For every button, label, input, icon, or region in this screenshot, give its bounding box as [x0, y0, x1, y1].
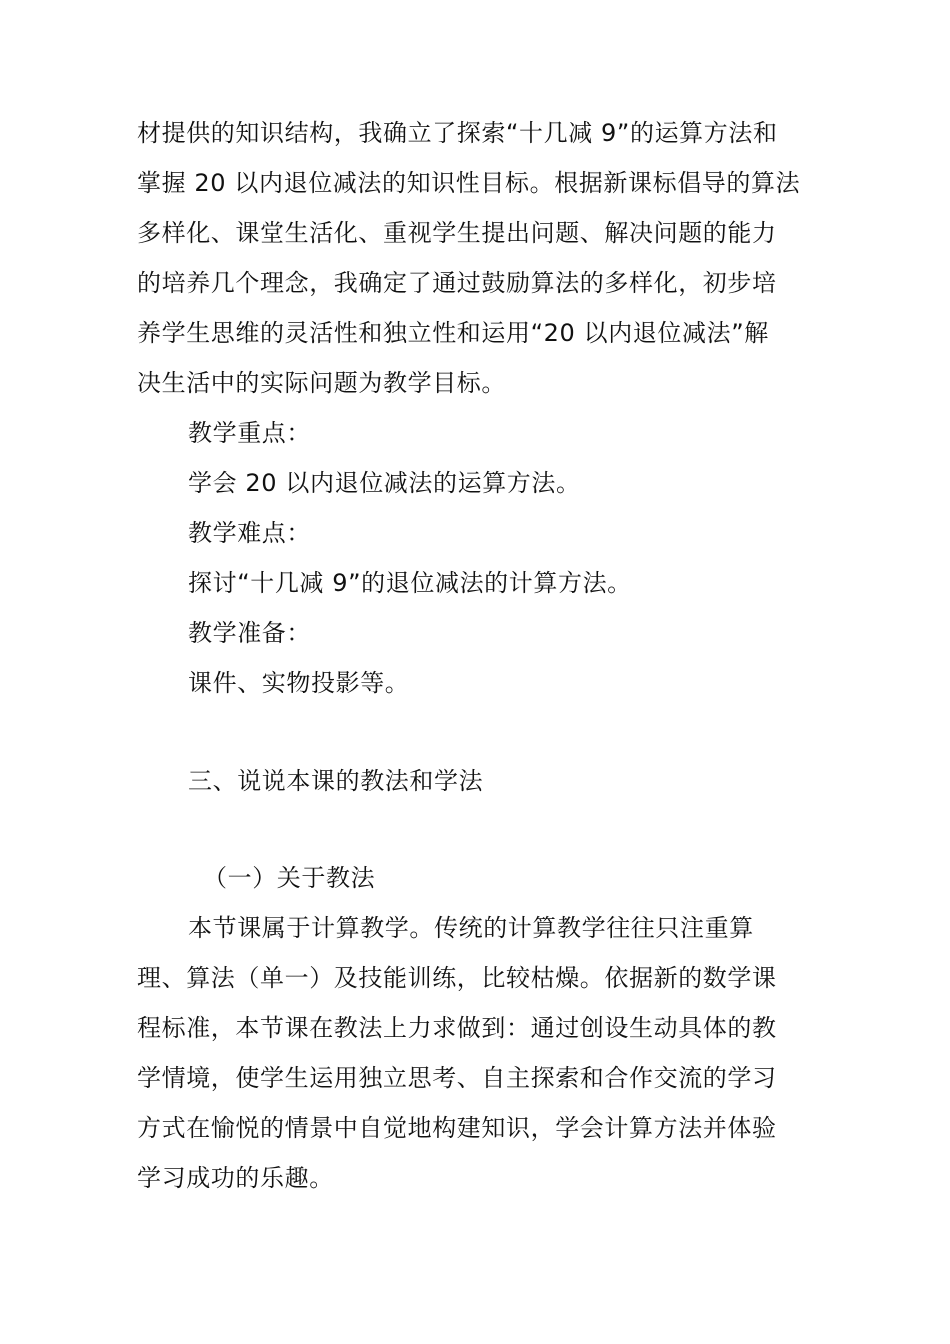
paragraph-line: 材提供的知识结构，我确立了探索“十几减 9”的运算方法和 — [137, 119, 778, 147]
key-point-content: 学会 20 以内退位减法的运算方法。 — [188, 469, 581, 497]
section-title: 三、说说本课的教法和学法 — [188, 767, 484, 795]
paragraph-line: 掌握 20 以内退位减法的知识性目标。根据新课标倡导的算法 — [137, 169, 801, 197]
paragraph-line: 学习成功的乐趣。 — [137, 1164, 334, 1192]
paragraph-line: 理、算法（单一）及技能训练，比较枯燥。依据新的数学课 — [137, 964, 777, 992]
paragraph-line: 本节课属于计算教学。传统的计算教学往往只注重算 — [188, 914, 754, 942]
key-point-heading: 教学重点： — [188, 419, 311, 447]
paragraph-line: 养学生思维的灵活性和独立性和运用“20 以内退位减法”解 — [137, 319, 769, 347]
preparation-content: 课件、实物投影等。 — [188, 669, 410, 697]
preparation-heading: 教学准备： — [188, 619, 311, 647]
paragraph-line: 的培养几个理念，我确定了通过鼓励算法的多样化，初步培 — [137, 269, 777, 297]
paragraph-line: 方式在愉悦的情景中自觉地构建知识，学会计算方法并体验 — [137, 1114, 777, 1142]
difficulty-content: 探讨“十几减 9”的退位减法的计算方法。 — [188, 569, 632, 597]
paragraph-line: 多样化、课堂生活化、重视学生提出问题、解决问题的能力 — [137, 219, 777, 247]
paragraph-line: 决生活中的实际问题为教学目标。 — [137, 369, 506, 397]
paragraph-line: 学情境，使学生运用独立思考、自主探索和合作交流的学习 — [137, 1064, 777, 1092]
paragraph-line: 程标准，本节课在教法上力求做到：通过创设生动具体的教 — [137, 1014, 777, 1042]
subsection-title: （一）关于教法 — [203, 864, 376, 892]
difficulty-heading: 教学难点： — [188, 519, 311, 547]
